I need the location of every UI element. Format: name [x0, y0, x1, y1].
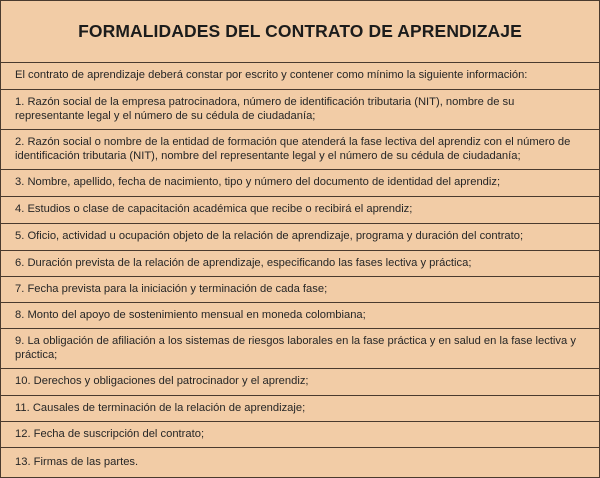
list-item-9: 9. La obligación de afiliación a los sistemas de riesgos laborales en la fase práctica y en salud en la fase lectiva y práctica;	[1, 329, 599, 369]
list-item-5: 5. Oficio, actividad u ocupación objeto de la relación de aprendizaje, programa y duración del contrato;	[1, 224, 599, 251]
intro-text: El contrato de aprendizaje deberá constar por escrito y contener como mínimo la siguiente información:	[1, 63, 599, 90]
list-item-10: 10. Derechos y obligaciones del patrocinador y el aprendiz;	[1, 369, 599, 396]
list-item-3: 3. Nombre, apellido, fecha de nacimiento, tipo y número del documento de identidad del aprendiz;	[1, 170, 599, 197]
list-item-2: 2. Razón social o nombre de la entidad de formación que atenderá la fase lectiva del aprendiz con el número de identificación tributaria (NIT), nombre del representante legal y el número de su cédula de ciudadanía;	[1, 130, 599, 170]
list-item-4: 4. Estudios o clase de capacitación académica que recibe o recibirá el aprendiz;	[1, 197, 599, 224]
table-title: FORMALIDADES DEL CONTRATO DE APRENDIZAJE	[1, 1, 599, 63]
list-item-1: 1. Razón social de la empresa patrocinadora, número de identificación tributaria (NIT), nombre de su representante legal y el número de su cédula de ciudadanía;	[1, 90, 599, 130]
list-item-12: 12. Fecha de suscripción del contrato;	[1, 422, 599, 448]
list-item-7: 7. Fecha prevista para la iniciación y terminación de cada fase;	[1, 277, 599, 303]
list-item-13: 13. Firmas de las partes.	[15, 455, 139, 468]
list-item-8: 8. Monto del apoyo de sostenimiento mensual en moneda colombiana;	[1, 303, 599, 329]
list-item-6: 6. Duración prevista de la relación de aprendizaje, especificando las fases lectiva y práctica;	[1, 251, 599, 277]
list-item-11: 11. Causales de terminación de la relación de aprendizaje;	[1, 396, 599, 422]
